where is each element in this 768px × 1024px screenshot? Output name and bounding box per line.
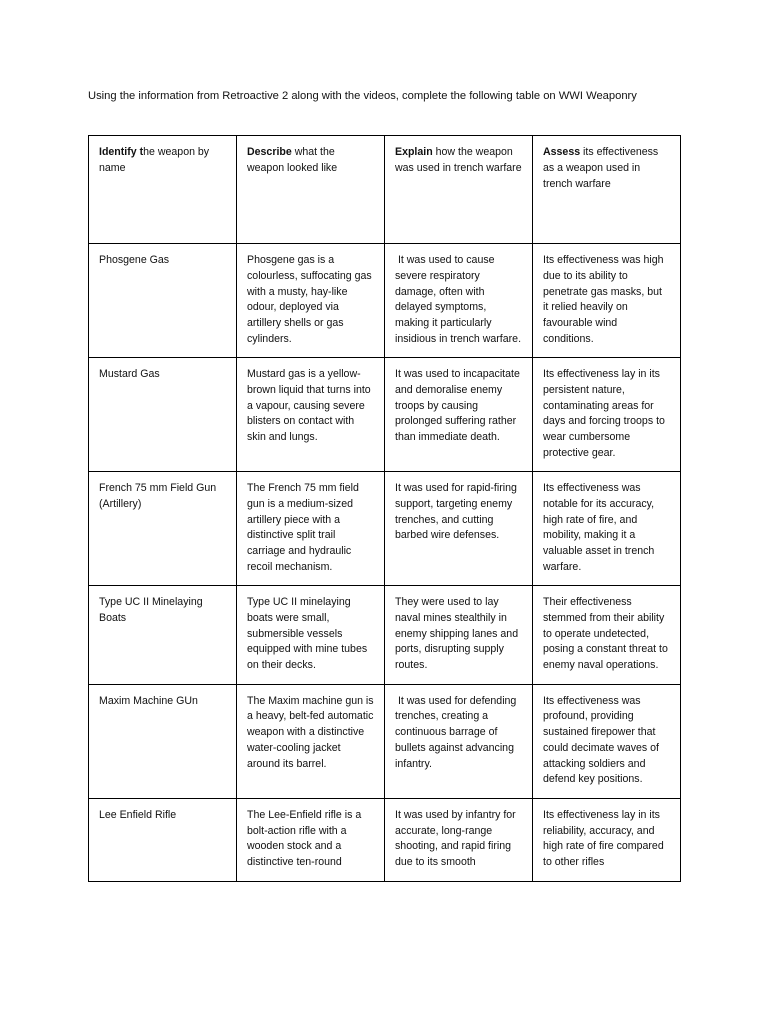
column-header-explain-strong: Explain [395,146,433,159]
table-row [89,798,681,881]
assess-text: Its effectiveness lay in its persistent nature, contaminating areas for days and forcing troops to wear cumbersome protective gear. [543,368,668,459]
weapon-name-text: Mustard Gas [99,368,160,381]
describe-text: Mustard gas is a yellow-brown liquid that turns into a vapour, causing severe blisters on contact with skin and lungs. [247,368,374,444]
cell-explain [385,684,533,798]
weapon-name-text: Lee Enfield Rifle [99,808,177,821]
cell-weapon-name [89,244,237,358]
column-header-describe-strong: Describe [247,146,292,159]
table-header-row [89,136,681,244]
cell-assess [533,798,681,881]
cell-describe [237,798,385,881]
cell-explain [385,798,533,881]
cell-assess [533,586,681,684]
explain-text: It was used to cause severe respiratory damage, often with delayed symptoms, making it particularly insidious in trench warfare. [395,254,522,345]
column-header-identify-strong: Identify t [99,146,144,159]
table-row [89,684,681,798]
assess-text: Its effectiveness lay in its reliability, accuracy, and high rate of fire compared to other rifles [543,808,667,868]
assess-text: Its effectiveness was high due to its ability to penetrate gas masks, but it relied heavily on favourable wind conditions. [543,254,667,345]
table-row [89,244,681,358]
column-header-identify [89,136,237,244]
explain-text: It was used to incapacitate and demoralise enemy troops by causing prolonged suffering rather than immediate death. [395,368,523,444]
cell-explain [385,472,533,586]
describe-text: Type UC II minelaying boats were small, submersible vessels equipped with mine tubes on their decks. [247,596,371,672]
cell-assess [533,684,681,798]
cell-explain [385,244,533,358]
explain-text: It was used by infantry for accurate, long-range shooting, and rapid firing due to its smooth [395,808,519,868]
table-row [89,358,681,472]
cell-assess [533,358,681,472]
describe-text: The Lee-Enfield rifle is a bolt-action rifle with a wooden stock and a distinctive ten-round [247,808,365,868]
cell-assess [533,472,681,586]
table-row [89,472,681,586]
cell-describe [237,684,385,798]
column-header-identify-rest: he weapon by name [99,146,210,175]
cell-weapon-name [89,684,237,798]
wwi-weaponry-table [88,135,681,881]
cell-describe [237,244,385,358]
assess-text: Their effectiveness stemmed from their ability to operate undetected, posing a constant threat to enemy naval operations. [543,596,671,672]
cell-explain [385,358,533,472]
cell-weapon-name [89,358,237,472]
describe-text: The Maxim machine gun is a heavy, belt-fed automatic weapon with a distinctive water-cooling jacket around its barrel. [247,694,377,770]
cell-describe [237,586,385,684]
cell-describe [237,472,385,586]
describe-text: The French 75 mm field gun is a medium-sized artillery piece with a distinctive split trail carriage and hydraulic recoil mechanism. [247,482,362,573]
weapon-name-text: Type UC II Minelaying Boats [99,596,206,625]
cell-explain [385,586,533,684]
column-header-describe [237,136,385,244]
column-header-explain [385,136,533,244]
assess-text: Its effectiveness was profound, providing sustained firepower that could decimate waves of attacking soldiers and defend key positions. [543,694,662,786]
column-header-assess [533,136,681,244]
assess-text: Its effectiveness was notable for its accuracy, high rate of fire, and mobility, making it a valuable asset in trench warfare. [543,482,658,573]
column-header-describe-rest: what the weapon looked like [247,146,338,175]
explain-text: It was used for rapid-firing support, targeting enemy trenches, and cutting barbed wire defenses. [395,482,520,542]
explain-text: It was used for defending trenches, creating a continuous barrage of bullets against advancing infantry. [395,694,520,770]
column-header-assess-strong: Assess [543,146,581,159]
cell-describe [237,358,385,472]
explain-text: They were used to lay naval mines stealthily in enemy shipping lanes and ports, disrupting supply routes. [395,596,522,672]
intro-paragraph: Using the information from Retroactive 2 along with the videos, complete the following table on WWI Weaponry [88,90,637,102]
table-row [89,586,681,684]
cell-weapon-name [89,472,237,586]
cell-weapon-name [89,798,237,881]
weapon-name-text: Phosgene Gas [99,254,170,267]
describe-text: Phosgene gas is a colourless, suffocating gas with a musty, hay-like odour, deployed via artillery shells or gas cylinders. [247,254,375,345]
column-header-explain-rest: how the weapon was used in trench warfare [395,146,522,175]
column-header-assess-rest: its effectiveness as a weapon used in trench warfare [543,146,659,190]
weapon-name-text: French 75 mm Field Gun (Artillery) [99,482,220,511]
weapon-name-text: Maxim Machine GUn [99,694,198,707]
cell-assess [533,244,681,358]
cell-weapon-name [89,586,237,684]
